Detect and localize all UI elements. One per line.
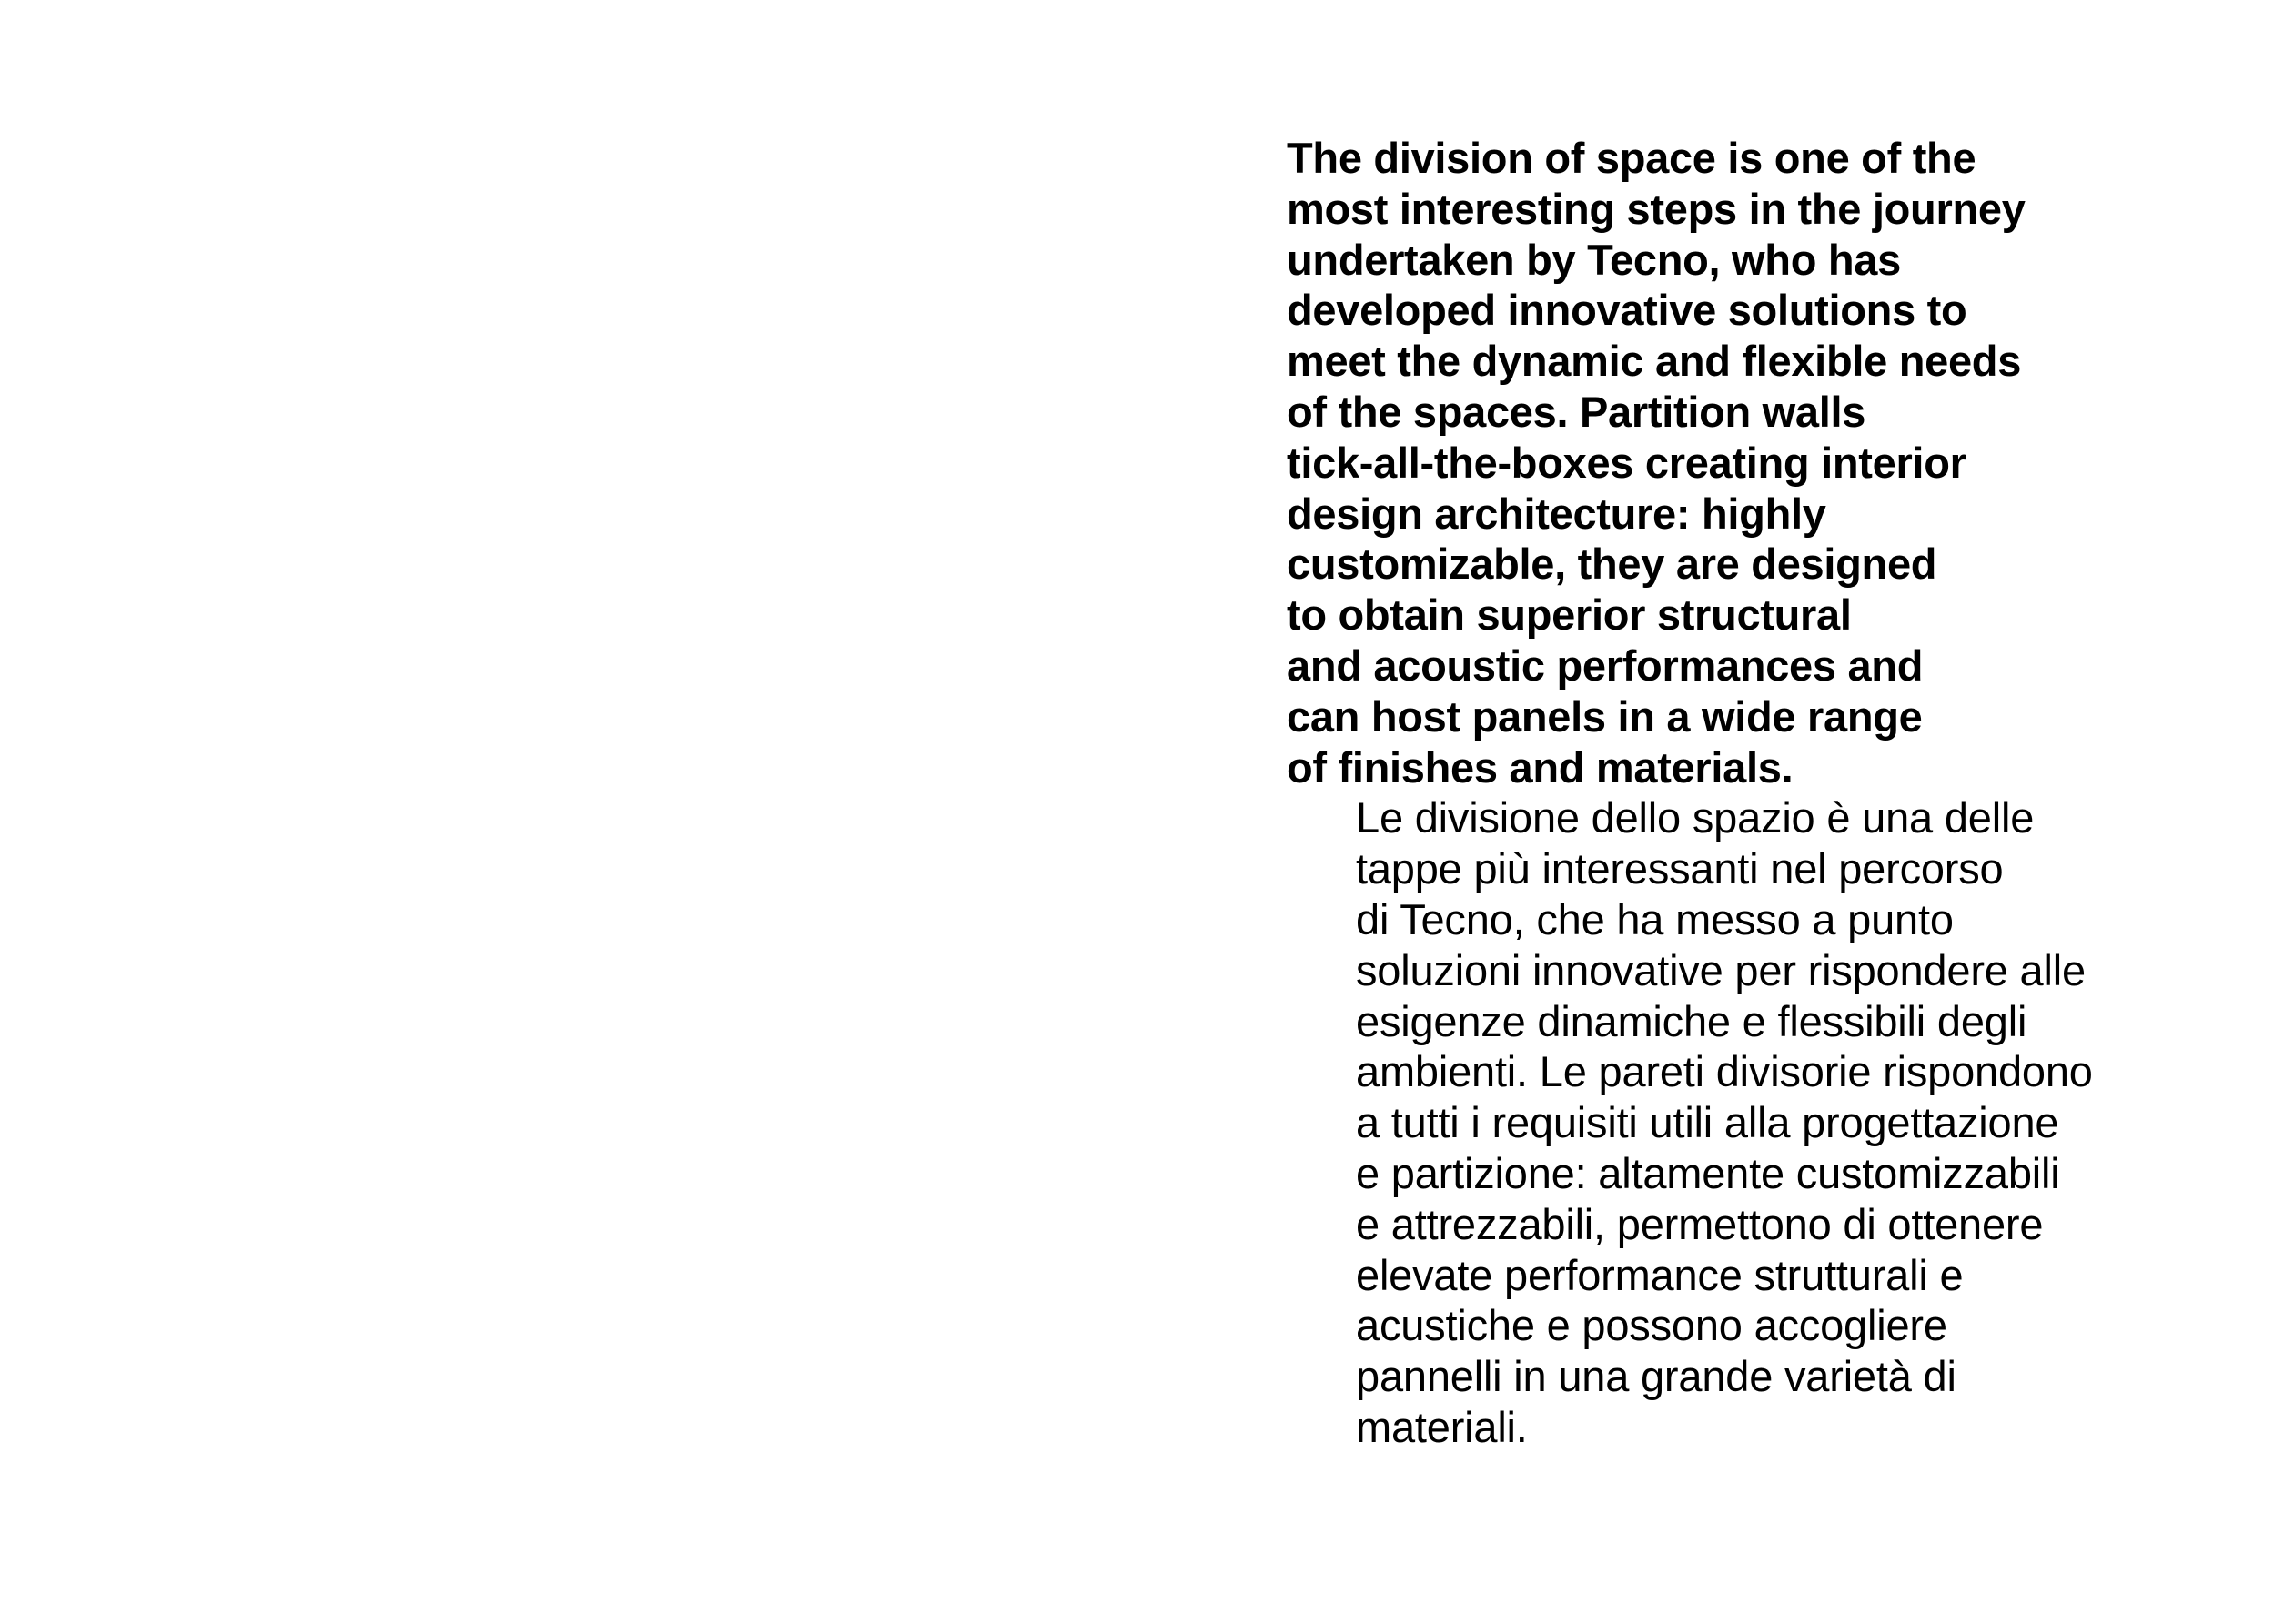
english-line: undertaken by Tecno, who has xyxy=(1287,235,1901,284)
italian-line: materiali. xyxy=(1356,1402,1528,1451)
italian-line: ambienti. Le pareti divisorie rispondono xyxy=(1356,1047,2093,1096)
italian-line: e attrezzabili, permettono di ottenere xyxy=(1356,1199,2044,1248)
text-column xyxy=(1287,133,2251,1453)
italian-line: soluzioni innovative per rispondere alle xyxy=(1356,945,2086,994)
italian-line: elevate performance strutturali e xyxy=(1356,1250,1964,1299)
english-line: of the spaces. Partition walls xyxy=(1287,387,1866,436)
italian-line: Le divisione dello spazio è una delle xyxy=(1356,793,2035,842)
english-line: can host panels in a wide range xyxy=(1287,691,1923,741)
english-line: developed innovative solutions to xyxy=(1287,286,1967,335)
english-line: of finishes and materials. xyxy=(1287,742,1794,792)
english-line: meet the dynamic and flexible needs xyxy=(1287,337,2022,386)
italian-line: a tutti i requisiti utili alla progettazione xyxy=(1356,1098,2059,1147)
english-line: design architecture: highly xyxy=(1287,489,1826,538)
italian-line: pannelli in una grande varietà di xyxy=(1356,1352,1956,1401)
italian-line: e partizione: altamente customizzabili xyxy=(1356,1148,2060,1197)
english-line: The division of space is one of the xyxy=(1287,134,1976,182)
english-line: customizable, they are designed xyxy=(1287,540,1937,589)
english-line: and acoustic performances and xyxy=(1287,641,1924,690)
italian-line: esigenze dinamiche e flessibili degli xyxy=(1356,996,2027,1045)
italian-paragraph xyxy=(1287,792,2251,1452)
italian-line: di Tecno, che ha messo a punto xyxy=(1356,894,1954,943)
english-line: most interesting steps in the journey xyxy=(1287,184,2026,233)
italian-line: acustiche e possono accogliere xyxy=(1356,1301,1947,1350)
english-line: tick-all-the-boxes creating interior xyxy=(1287,438,1966,487)
english-line: to obtain superior structural xyxy=(1287,590,1852,640)
english-paragraph xyxy=(1287,133,2251,792)
italian-line: tappe più interessanti nel percorso xyxy=(1356,844,2004,893)
